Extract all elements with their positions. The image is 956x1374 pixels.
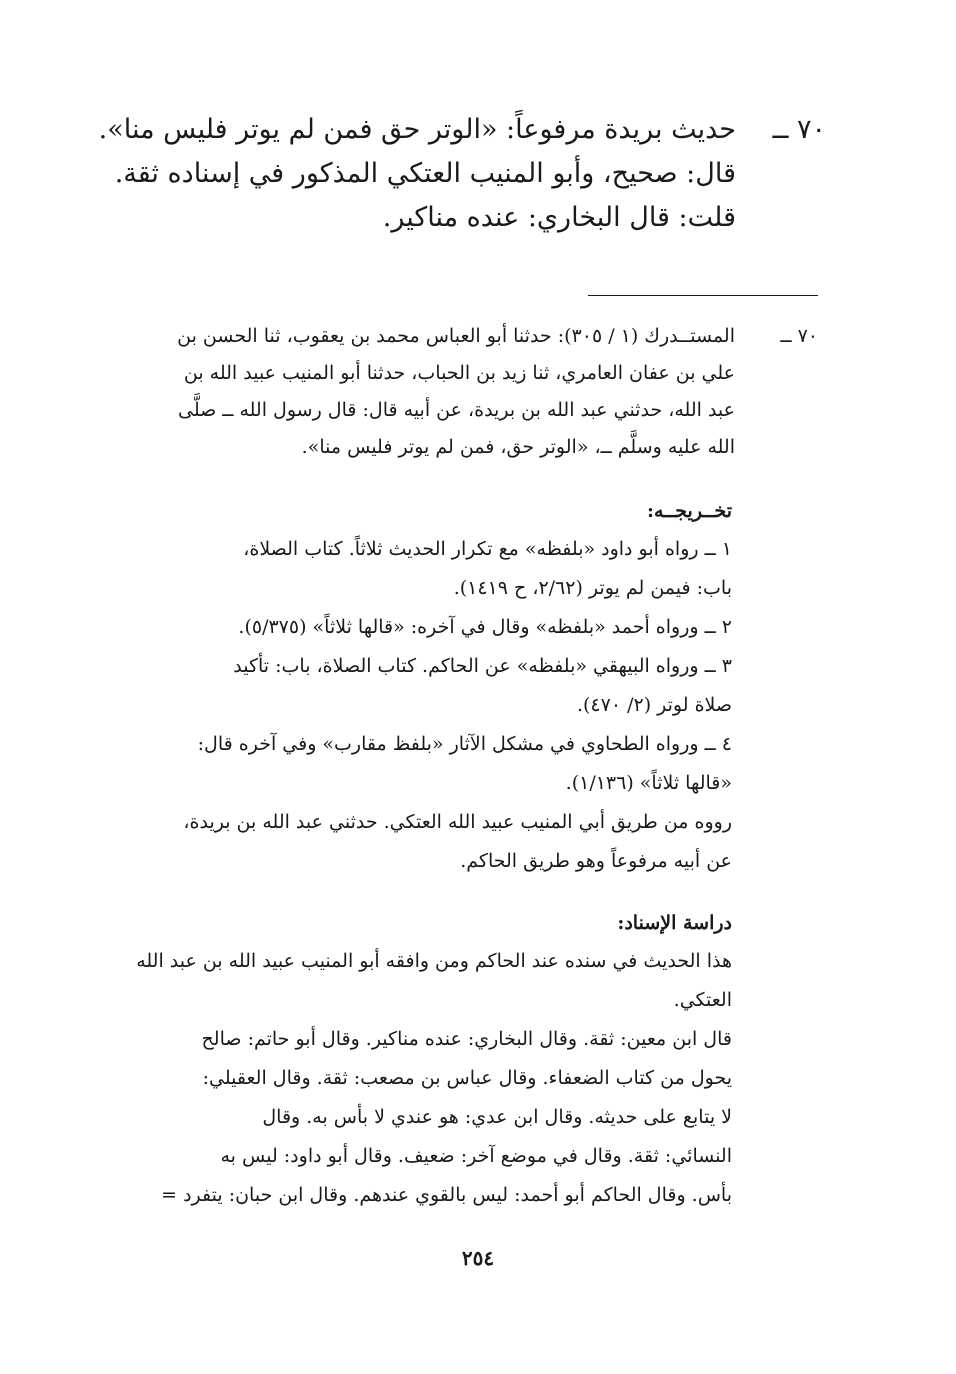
takhrij-line: رووه من طريق أبي المنيب عبيد الله العتكي. حدثني عبد الله بن بريدة، <box>183 811 732 833</box>
footnote-number: ٧٠ ــ <box>780 325 818 347</box>
takhrij-line: «قالها ثلاثاً» (١/١٣٦). <box>565 772 732 794</box>
isnad-section <box>118 904 732 1215</box>
main-text-1: حديث بريدة مرفوعاً: «الوتر حق فمن لم يوتر فليس منا». <box>98 114 736 145</box>
footnote-line-1 <box>118 318 818 355</box>
takhrij-line: صلاة لوتر (٢/ ٤٧٠). <box>576 694 732 716</box>
footnote-block <box>118 318 818 466</box>
footnote-line-2: علي بن عفان العامري، ثنا زيد بن الحباب، حدثنا أبو المنيب عبيد الله بن <box>183 362 735 384</box>
takhrij-line: ٣ ــ ورواه البيهقي «بلفظه» عن الحاكم. كتاب الصلاة، باب: تأكيد <box>233 655 732 677</box>
main-line-2: قال: صحيح، وأبو المنيب العتكي المذكور في إسناده ثقة. <box>114 158 736 189</box>
main-line-1 <box>98 108 826 152</box>
footnote-separator <box>588 295 818 296</box>
isnad-line: هذا الحديث في سنده عند الحاكم ومن وافقه أبو المنيب عبيد الله بن عبد الله <box>136 950 732 972</box>
isnad-line: قال ابن معين: ثقة. وقال البخاري: عنده مناكير. وقال أبو حاتم: صالح <box>201 1028 732 1050</box>
takhrij-line: باب: فيمن لم يوتر (٢/٦٢، ح ١٤١٩). <box>453 577 732 599</box>
footnote-line-3: عبد الله، حدثني عبد الله بن بريدة، عن أبيه قال: قال رسول الله ــ صلَّى <box>177 399 735 421</box>
isnad-line: يحول من كتاب الضعفاء. وقال عباس بن مصعب: ثقة. وقال العقيلي: <box>202 1067 732 1089</box>
footnote-text-1: المستــدرك (١ / ٣٠٥): حدثنا أبو العباس محمد بن يعقوب، ثنا الحسن بن <box>177 325 735 347</box>
takhrij-line: ٢ ــ ورواه أحمد «بلفظه» وقال في آخره: «قالها ثلاثاً» (٥/٣٧٥). <box>238 616 732 638</box>
takhrij-section <box>118 492 732 881</box>
isnad-line: لا يتابع على حديثه. وقال ابن عدي: هو عندي لا بأس به. وقال <box>262 1106 732 1128</box>
main-line-3: قلت: قال البخاري: عنده مناكير. <box>382 202 736 233</box>
takhrij-heading: تخــريجــه: <box>646 500 732 522</box>
isnad-line: بأس. وقال الحاكم أبو أحمد: ليس بالقوي عندهم. وقال ابن حبان: يتفرد = <box>161 1184 732 1206</box>
takhrij-line: عن أبيه مرفوعاً وهو طريق الحاكم. <box>460 850 732 872</box>
takhrij-line: ٤ ــ ورواه الطحاوي في مشكل الآثار «بلفظ مقارب» وفي آخره قال: <box>197 733 732 755</box>
isnad-line: النسائي: ثقة. وقال في موضع آخر: ضعيف. وقال أبو داود: ليس به <box>220 1145 732 1167</box>
isnad-heading: دراسة الإسناد: <box>617 912 732 934</box>
isnad-line: العتكي. <box>673 989 732 1011</box>
page-number: ٢٥٤ <box>461 1246 495 1270</box>
hadith-number: ٧٠ ــ <box>772 114 826 145</box>
main-hadith-block <box>98 108 826 240</box>
takhrij-line: ١ ــ رواه أبو داود «بلفظه» مع تكرار الحديث ثلاثاً. كتاب الصلاة، <box>243 538 732 560</box>
footnote-line-4: الله عليه وسلَّم ــ، «الوتر حق، فمن لم يوتر فليس منا». <box>301 436 735 458</box>
